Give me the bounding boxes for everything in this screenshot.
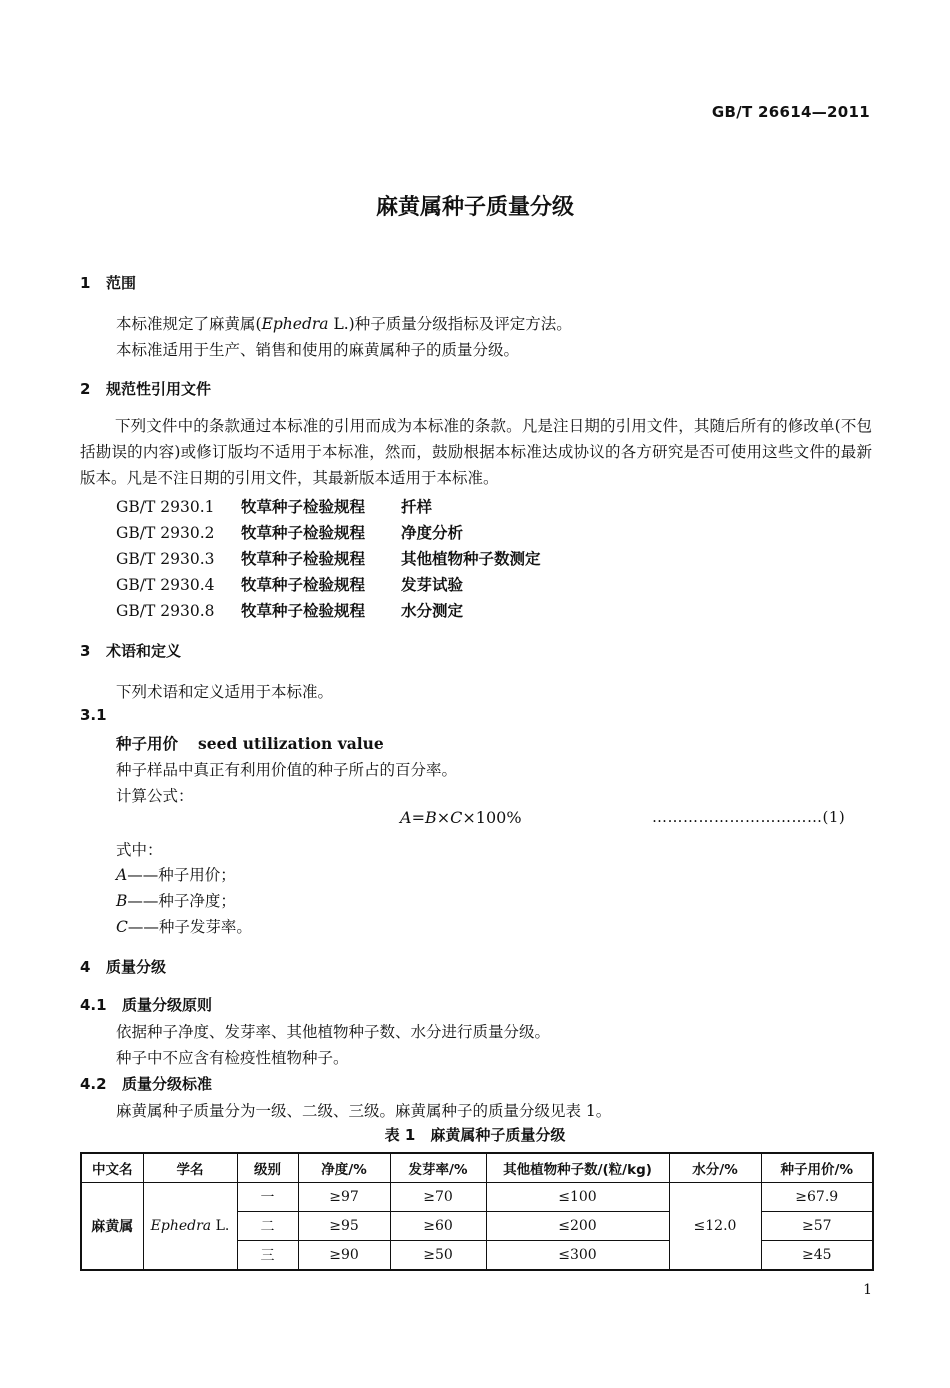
formula-constant: 100% (475, 808, 522, 827)
section-title: 质量分级 (106, 958, 167, 976)
section-title: 术语和定义 (106, 642, 182, 660)
formula-symbol: A (400, 808, 412, 827)
reference-code: GB/T 2930.4 (116, 576, 215, 594)
germination-cell: ≥70 (390, 1183, 486, 1212)
reference-part: 水分测定 (401, 601, 464, 620)
formula-operator: × (462, 808, 476, 827)
quality-grade-table (80, 1152, 874, 1271)
subsection-4-1-heading (80, 994, 212, 1015)
latin-genus: Ephedra (150, 1218, 212, 1234)
formula-operator: × (436, 808, 451, 827)
other-seeds-cell: ≤300 (486, 1241, 669, 1271)
variable-symbol: A (116, 866, 128, 884)
reference-title: 牧草种子检验规程 (241, 601, 366, 620)
variable-description: ——种子用价； (127, 866, 236, 884)
formula (400, 808, 522, 827)
section-1-heading (80, 272, 136, 293)
table-row (81, 1183, 873, 1212)
reference-part: 净度分析 (401, 523, 464, 542)
column-header: 中文名 (81, 1153, 143, 1183)
formula-label: 计算公式： (116, 787, 194, 805)
grading-principle-paragraph-1: 依据种子净度、发芽率、其他植物种子数、水分进行质量分级。 (116, 1023, 551, 1041)
section-title: 范围 (106, 274, 137, 292)
text-fragment: 本标准规定了麻黄属( (116, 315, 262, 333)
variable-definition (116, 863, 236, 885)
reference-title: 牧草种子检验规程 (241, 549, 366, 568)
author-abbrev: L. (211, 1218, 230, 1234)
term-english: seed utilization value (198, 734, 384, 753)
reference-part: 扦样 (401, 497, 433, 516)
grade-cell: 三 (237, 1241, 298, 1271)
chinese-name-cell: 麻黄属 (81, 1183, 143, 1271)
reference-code: GB/T 2930.1 (116, 498, 215, 516)
formula-symbol: B (424, 808, 437, 827)
reference-item (116, 599, 463, 621)
column-header: 发芽率/% (390, 1153, 486, 1183)
variable-symbol: C (116, 918, 128, 936)
other-seeds-cell: ≤100 (486, 1183, 669, 1212)
column-header: 级别 (237, 1153, 298, 1183)
reference-part: 其他植物种子数测定 (401, 549, 541, 568)
grade-cell: 一 (237, 1183, 298, 1212)
variable-definition (116, 889, 236, 911)
reference-code: GB/T 2930.2 (116, 524, 215, 542)
variable-description: ——种子净度； (127, 892, 236, 910)
moisture-cell: ≤12.0 (669, 1183, 761, 1271)
utilization-value-cell: ≥67.9 (761, 1183, 873, 1212)
scientific-name-cell (143, 1183, 237, 1271)
table-caption: 表 1 麻黄属种子质量分级 (384, 1126, 566, 1144)
reference-code: GB/T 2930.8 (116, 602, 215, 620)
reference-code: GB/T 2930.3 (116, 550, 215, 568)
formula-symbol: C (450, 808, 463, 827)
section-number: 2 (80, 380, 91, 398)
reference-item (116, 521, 463, 543)
section-number: 1 (80, 274, 91, 292)
grading-principle-paragraph-2: 种子中不应含有检疫性植物种子。 (116, 1049, 349, 1067)
column-header: 净度/% (298, 1153, 390, 1183)
reference-item (116, 495, 432, 517)
term-chinese: 种子用价 (116, 734, 179, 753)
formula-number: ……………………………(1) (652, 808, 846, 826)
subsection-number: 3.1 (80, 706, 107, 724)
utilization-value-cell: ≥57 (761, 1212, 873, 1241)
where-label: 式中： (116, 841, 163, 859)
reference-item (116, 573, 463, 595)
section-3-heading (80, 640, 181, 661)
other-seeds-cell: ≤200 (486, 1212, 669, 1241)
purity-cell: ≥95 (298, 1212, 390, 1241)
page-number: 1 (863, 1282, 872, 1298)
subsection-number: 4.2 (80, 1075, 107, 1093)
formula-operator: = (411, 808, 425, 827)
normative-references-intro: 下列文件中的条款通过本标准的引用而成为本标准的条款。凡是注日期的引用文件，其随后所有的修改单(不包括勘误的内容)或修订版均不适用于本标准，然而，鼓励根据本标准达成协议的各方研究是否可使用这些文件的最新版本。凡是不注日期的引用文件，其最新版本适用于本标准。 (80, 417, 872, 487)
germination-cell: ≥60 (390, 1212, 486, 1241)
table-header-row (81, 1153, 873, 1183)
variable-description: ——种子发芽率。 (127, 918, 252, 936)
reference-item (116, 547, 541, 569)
utilization-value-cell: ≥45 (761, 1241, 873, 1271)
section-title: 规范性引用文件 (106, 380, 212, 398)
subsection-title: 质量分级标准 (122, 1075, 213, 1093)
section-4-heading (80, 956, 166, 977)
term-entry (116, 732, 384, 754)
column-header: 其他植物种子数/(粒/kg) (486, 1153, 669, 1183)
subsection-title: 质量分级原则 (122, 996, 213, 1014)
terms-intro: 下列术语和定义适用于本标准。 (116, 683, 334, 701)
reference-title: 牧草种子检验规程 (241, 575, 366, 594)
reference-title: 牧草种子检验规程 (241, 497, 366, 516)
section-number: 3 (80, 642, 91, 660)
document-title: 麻黄属种子质量分级 (375, 195, 574, 220)
column-header: 学名 (143, 1153, 237, 1183)
subsection-4-2-heading (80, 1073, 212, 1094)
reference-part: 发芽试验 (401, 575, 464, 594)
subsection-number: 4.1 (80, 996, 107, 1014)
scope-paragraph-2: 本标准适用于生产、销售和使用的麻黄属种子的质量分级。 (116, 341, 520, 359)
purity-cell: ≥90 (298, 1241, 390, 1271)
scope-paragraph-1 (116, 312, 572, 334)
latin-genus: Ephedra (261, 315, 329, 333)
term-definition: 种子样品中真正有利用价值的种子所占的百分率。 (116, 761, 458, 779)
column-header: 水分/% (669, 1153, 761, 1183)
section-2-heading (80, 378, 211, 399)
standard-code: GB/T 26614—2011 (711, 103, 870, 121)
variable-symbol: B (116, 892, 128, 910)
column-header: 种子用价/% (761, 1153, 873, 1183)
reference-title: 牧草种子检验规程 (241, 523, 366, 542)
grading-standard-paragraph: 麻黄属种子质量分为一级、二级、三级。麻黄属种子的质量分级见表 1。 (116, 1102, 612, 1120)
variable-definition (116, 915, 252, 937)
section-number: 4 (80, 958, 91, 976)
purity-cell: ≥97 (298, 1183, 390, 1212)
grade-cell: 二 (237, 1212, 298, 1241)
text-fragment: L.)种子质量分级指标及评定方法。 (328, 315, 572, 333)
germination-cell: ≥50 (390, 1241, 486, 1271)
